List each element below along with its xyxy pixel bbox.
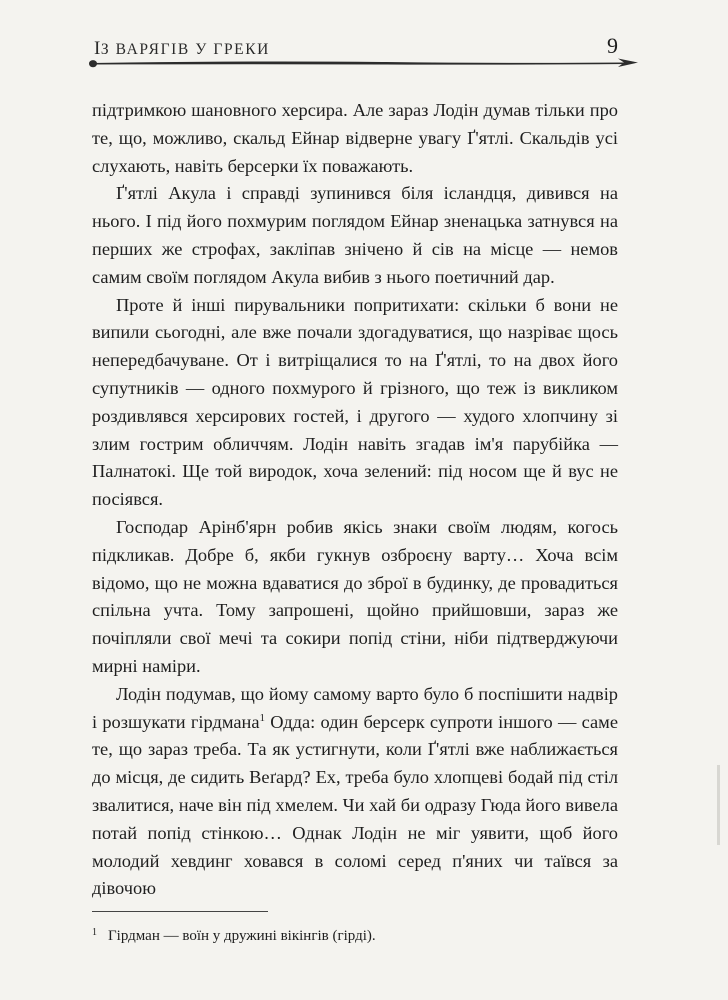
page-edge-shadow — [717, 765, 720, 845]
running-title-rest: З ВАРЯГІВ У ГРЕКИ — [100, 41, 270, 58]
paragraph: Ґ'ятлі Акула і справді зупинився біля ісландця, дивився на нього. І під його похмурим поглядом Ейнар зненацька затнувся на перших же строфах, закліпав знічено й сів на місце — немов самим своїм поглядом Акула вибив з нього поетичний дар. — [92, 183, 618, 287]
main-text — [92, 97, 618, 903]
paragraph-text: Лодін подумав, що йому самому варто було б поспішити надвір і розшукати гірдмана — [92, 683, 618, 732]
paragraph: Господар Арінб'ярн робив якісь знаки своїм людям, когось підкликав. Добре б, якби гукнув озброєну варту… Хоча всім відомо, що не можна вдаватися до зброї в будинку, де провадиться спільна учта. Тому запрошені, щойно прийшовши, зараз же почіпляли свої мечі та сокири попід стіни, ніби підтверджуючи мирні наміри. — [92, 516, 618, 676]
page-number: 9 — [607, 33, 618, 58]
footnote-reference: 1 — [259, 711, 265, 724]
paragraph: підтримкою шановного херсира. Але зараз Лодін думав тільки про те, що, можливо, скальд Ейнар відверне увагу Ґ'ятлі. Скальдів усі слухають, навіть берсерки їх поважають. — [92, 100, 618, 176]
paragraph: Проте й інші пирувальники попритихати: скільки б вони не випили сьогодні, але вже почали здогадуватися, що назріває щось непередбачуване. От і витріщалися то на Ґ'ятлі, то на двох його супутників — одного похмурого й грізного, що теж із викликом роздивлявся херсирових гостей, і другого — худого хлопчину зі злим гострим обличчям. Лодін навіть згадав ім'я парубійка — Палнатокі. Ще той виродок, хоча зелений: під носом ще й вус не посіявся. — [92, 294, 618, 510]
running-title-initial: І — [94, 38, 101, 59]
paragraph-text: Одда: один берсерк супроти іншого — саме те, що зараз треба. Та як устигнути, коли Ґ'ятлі вже наближається до місця, де сидить Веґард? Ех, треба було хлопцеві бодай під стіл звалитися, наче він під хмелем. Чи хай би одразу Гюда його вивела потай попід стінкою… Однак Лодін не міг уявити, щоб його молодий хевдинг ховався в соломі серед п'яних чи таївся за дівочою — [92, 711, 618, 899]
footnote-divider — [92, 911, 268, 912]
paragraph — [92, 681, 618, 903]
ornamental-rule — [86, 54, 642, 72]
footnote-number: 1 — [92, 927, 97, 938]
footnote — [92, 926, 618, 946]
footnote-text: Гірдман — воїн у дружині вікінгів (гірді). — [108, 928, 376, 944]
